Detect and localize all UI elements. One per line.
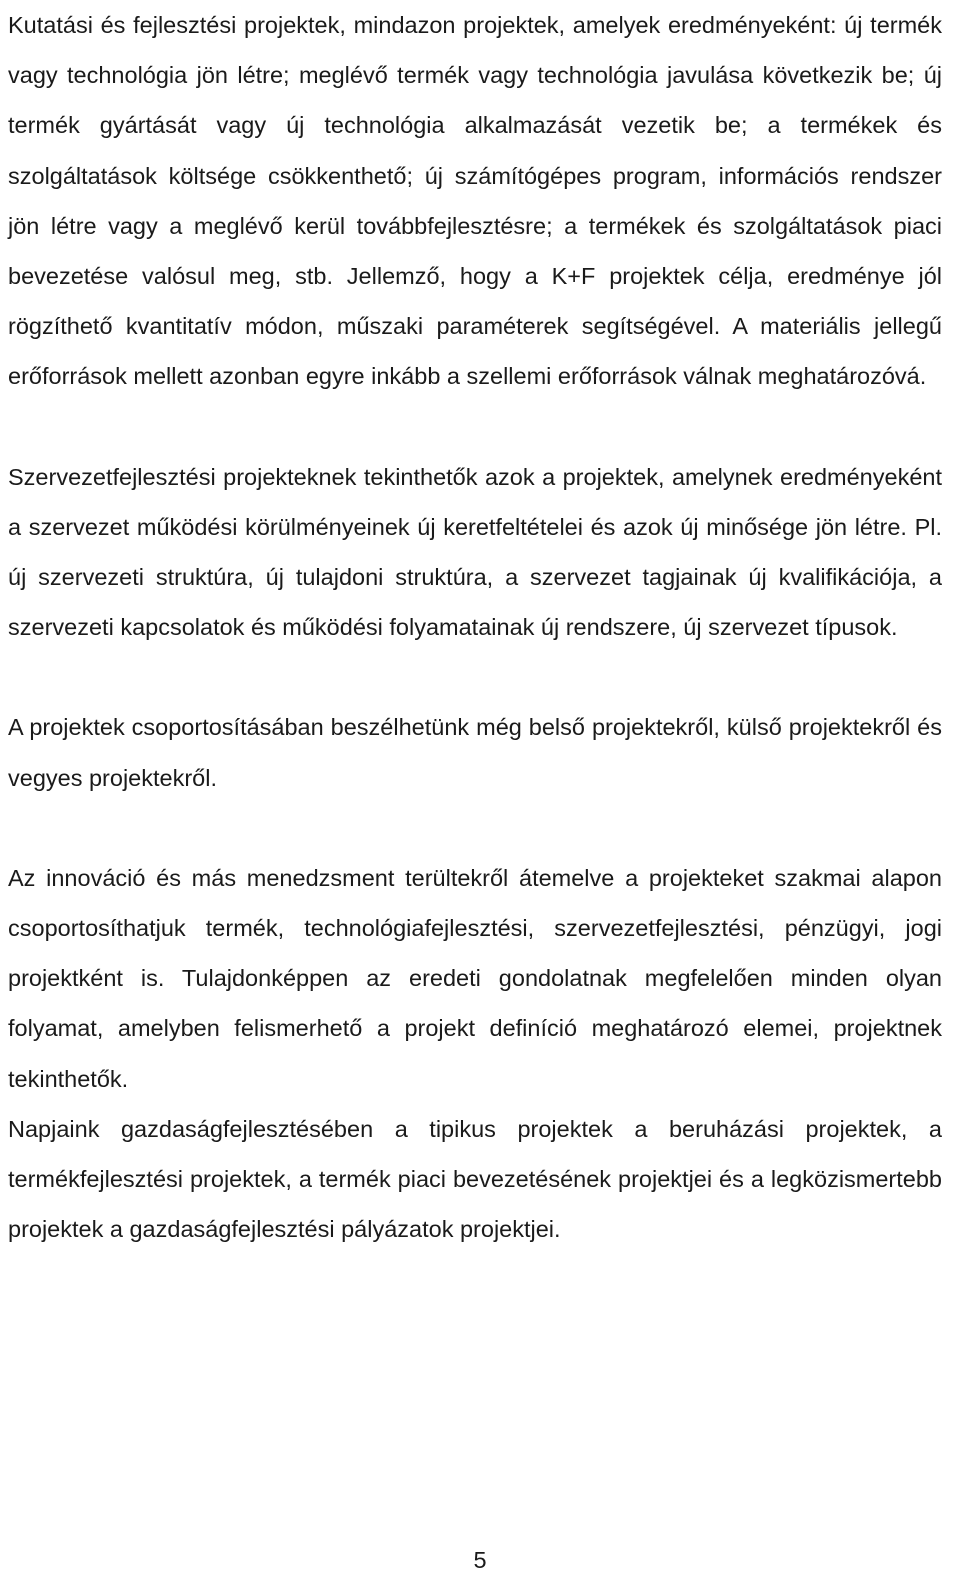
paragraph-innovation: Az innováció és más menedzsment terültekről átemelve a projekteket szakmai alapon csoportosíthatjuk termék, technológiafejlesztési, szervezetfejlesztési, pénzügyi, jogi projektként is. Tulajdonképpen az eredeti gondolatnak megfelelően minden olyan folyamat, amelyben felismerhető a projekt definíció meghatározó elemei, projektnek tekinthetők. — [8, 864, 942, 1092]
paragraph-organizational-development: Szervezetfejlesztési projekteknek tekinthetők azok a projektek, amelynek eredményeként a szervezet működési körülményeinek új keretfeltételei és azok új minősége jön létre. Pl. új szervezeti struktúra, új tulajdoni struktúra, a szervezet tagjainak új kvalifikációja, a szervezeti kapcsolatok és működési folyamatainak új rendszere, új szervezet típusok. — [8, 463, 942, 641]
paragraph-project-grouping: A projektek csoportosításában beszélhetünk még belső projektekről, külső projektekről és vegyes projektekről. — [8, 714, 942, 791]
page-number: 5 — [473, 1547, 487, 1573]
paragraph-spacer — [8, 402, 942, 452]
paragraph-spacer — [8, 803, 942, 853]
paragraph-spacer — [8, 652, 942, 702]
document-body — [8, 0, 942, 1254]
paragraph-rnd-projects: Kutatási és fejlesztési projektek, mindazon projektek, amelyek eredményeként: új termék vagy technológia jön létre; meglévő termék vagy technológia javulása következik be; új termék gyártását vagy új technológia alkalmazását vezetik be; a termékek és szolgáltatások költsége csökkenthető; új számítógépes program, információs rendszer jön létre vagy a meglévő kerül továbbfejlesztésre; a termékek és szolgáltatások piaci bevezetése valósul meg, stb. Jellemző, hogy a K+F projektek célja, eredménye jól rögzíthető kvantitatív módon, műszaki paraméterek segítségével. A materiális jellegű erőforrások mellett azonban egyre inkább a szellemi erőforrások válnak meghatározóvá. — [8, 12, 942, 390]
paragraph-economic-development: Napjaink gazdaságfejlesztésében a tipikus projektek a beruházási projektek, a termékfejlesztési projektek, a termék piaci bevezetésének projektjei és a legközismertebb projektek a gazdaságfejlesztési pályázatok projektjei. — [8, 1115, 942, 1243]
